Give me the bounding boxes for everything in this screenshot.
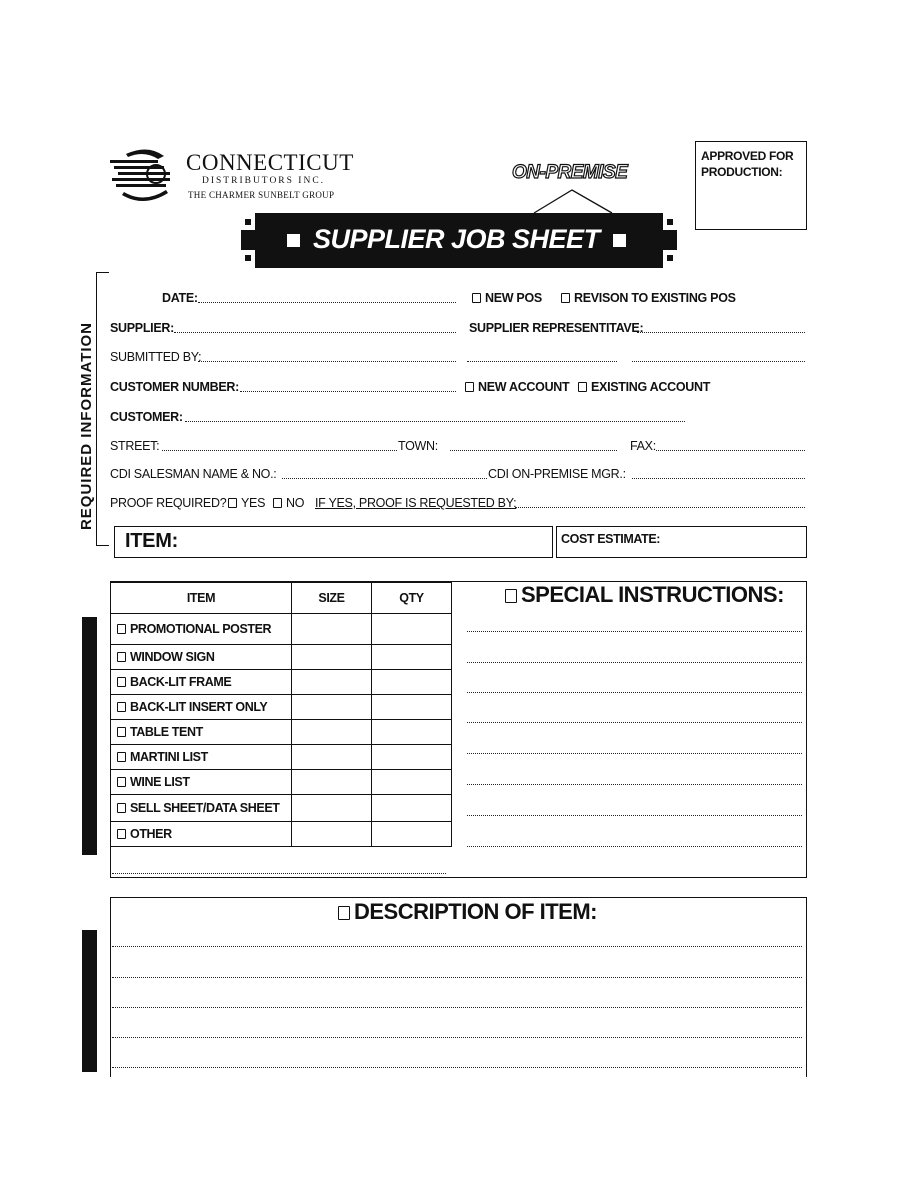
item-label: PROMOTIONAL POSTER — [130, 622, 272, 636]
banner-right-tick-top — [667, 219, 673, 225]
new-account-label: NEW ACCOUNT — [478, 380, 570, 394]
proof-no-checkbox[interactable] — [273, 498, 282, 508]
town-field[interactable] — [450, 450, 617, 451]
size-cell[interactable] — [292, 795, 372, 822]
qty-cell[interactable] — [372, 745, 452, 770]
special-instructions-line[interactable] — [467, 631, 802, 632]
new-pos-label: NEW POS — [485, 291, 542, 305]
fax-field[interactable] — [656, 450, 805, 451]
submitted-by-field[interactable] — [198, 361, 456, 362]
revision-option[interactable] — [561, 291, 736, 305]
item-label: SELL SHEET/DATA SHEET — [130, 801, 280, 815]
header-size: SIZE — [292, 583, 372, 614]
table-row[interactable] — [111, 795, 452, 822]
town-label: TOWN: — [398, 439, 438, 453]
cost-estimate-box[interactable] — [556, 526, 807, 558]
title-square-right-icon — [613, 234, 626, 247]
table-row[interactable] — [111, 720, 452, 745]
approved-for-production-box[interactable] — [695, 141, 807, 230]
item-checkbox[interactable] — [117, 677, 126, 687]
qty-cell[interactable] — [372, 645, 452, 670]
approved-label-line1: APPROVED FOR — [701, 149, 794, 163]
qty-cell[interactable] — [372, 695, 452, 720]
special-instructions-title — [505, 582, 784, 608]
item-cell[interactable] — [111, 770, 292, 795]
banner-left-tick-top — [245, 219, 251, 225]
onpremise-mgr-field[interactable] — [632, 478, 805, 479]
size-cell[interactable] — [292, 645, 372, 670]
special-instructions-checkbox[interactable] — [505, 589, 517, 603]
size-cell[interactable] — [292, 614, 372, 645]
size-cell[interactable] — [292, 822, 372, 847]
item-label: OTHER — [130, 827, 172, 841]
date-field[interactable] — [198, 302, 456, 303]
salesman-label: CDI SALESMAN NAME & NO.: — [110, 467, 277, 481]
item-cell[interactable] — [111, 745, 292, 770]
description-line[interactable] — [112, 1007, 802, 1008]
item-label: MARTINI LIST — [130, 750, 208, 764]
item-cell[interactable] — [111, 695, 292, 720]
cost-estimate-label: COST ESTIMATE: — [561, 532, 661, 546]
qty-cell[interactable] — [372, 795, 452, 822]
description-line[interactable] — [112, 946, 802, 947]
proof-yes-checkbox[interactable] — [228, 498, 237, 508]
description-title — [338, 899, 597, 925]
header-item: ITEM — [111, 583, 292, 614]
left-marker-bar-2 — [82, 930, 97, 1072]
logo-swoosh-icon — [108, 146, 188, 204]
badge-connector — [522, 186, 642, 216]
item-label: BACK-LIT FRAME — [130, 675, 232, 689]
item-cell[interactable] — [111, 670, 292, 695]
item-cell[interactable] — [111, 720, 292, 745]
proof-by-field[interactable] — [515, 507, 805, 508]
banner-left-tick-bottom — [245, 255, 251, 261]
banner-left-notch — [241, 230, 255, 250]
other-item-field[interactable] — [112, 873, 446, 874]
revision-checkbox[interactable] — [561, 293, 570, 303]
left-marker-bar-1 — [82, 617, 97, 855]
table-row[interactable] — [111, 822, 452, 847]
submitted-by-field-3[interactable] — [632, 361, 805, 362]
logo-name: CONNECTICUT — [186, 150, 354, 175]
special-instructions-line[interactable] — [467, 815, 802, 816]
table-row[interactable] — [111, 645, 452, 670]
size-cell[interactable] — [292, 745, 372, 770]
item-cell[interactable] — [111, 822, 292, 847]
item-checkbox[interactable] — [117, 829, 126, 839]
description-line[interactable] — [112, 977, 802, 978]
qty-cell[interactable] — [372, 720, 452, 745]
proof-no-option[interactable] — [273, 496, 304, 510]
required-info-label: REQUIRED INFORMATION — [78, 298, 96, 554]
submitted-by-label: SUBMITTED BY: — [110, 350, 202, 364]
description-label: DESCRIPTION OF ITEM: — [354, 899, 597, 924]
special-instructions-line[interactable] — [467, 662, 802, 663]
special-instructions-label: SPECIAL INSTRUCTIONS: — [521, 582, 784, 607]
fax-label: FAX: — [630, 439, 656, 453]
proof-no-label: NO — [286, 496, 305, 510]
salesman-field[interactable] — [282, 478, 487, 479]
qty-cell[interactable] — [372, 670, 452, 695]
description-line[interactable] — [112, 1037, 802, 1038]
header-qty: QTY — [372, 583, 452, 614]
description-checkbox[interactable] — [338, 906, 350, 920]
item-checkbox[interactable] — [117, 652, 126, 662]
supplier-label: SUPPLIER: — [110, 321, 174, 335]
on-premise-badge: ON-PREMISE — [512, 162, 628, 183]
logo-subname: DISTRIBUTORS INC. — [202, 176, 326, 186]
table-row[interactable] — [111, 670, 452, 695]
size-cell[interactable] — [292, 720, 372, 745]
existing-account-checkbox[interactable] — [578, 382, 587, 392]
special-instructions-line[interactable] — [467, 692, 802, 693]
size-cell[interactable] — [292, 695, 372, 720]
item-label: TABLE TENT — [130, 725, 203, 739]
description-line[interactable] — [112, 1067, 802, 1068]
item-label: WINDOW SIGN — [130, 650, 215, 664]
items-table-header-row — [111, 583, 452, 614]
item-box[interactable] — [114, 526, 553, 558]
special-instructions-line[interactable] — [467, 753, 802, 754]
item-checkbox[interactable] — [117, 752, 126, 762]
company-logo — [108, 146, 358, 206]
page-title: SUPPLIER JOB SHEET — [313, 224, 600, 254]
size-cell[interactable] — [292, 770, 372, 795]
customer-number-label: CUSTOMER NUMBER: — [110, 380, 239, 394]
title-banner — [255, 213, 663, 268]
logo-group: THE CHARMER SUNBELT GROUP — [188, 190, 335, 200]
new-pos-option[interactable] — [472, 291, 542, 305]
item-cell[interactable] — [111, 645, 292, 670]
qty-cell[interactable] — [372, 614, 452, 645]
item-cell[interactable] — [111, 614, 292, 645]
banner-right-notch — [663, 230, 677, 250]
customer-field[interactable] — [185, 421, 685, 422]
proof-yes-label: YES — [241, 496, 266, 510]
required-info-bracket — [96, 272, 109, 546]
items-table — [110, 582, 452, 847]
qty-cell[interactable] — [372, 822, 452, 847]
street-field[interactable] — [162, 450, 397, 451]
title-square-left-icon — [287, 234, 300, 247]
new-account-option[interactable] — [465, 380, 569, 394]
onpremise-mgr-label: CDI ON-PREMISE MGR.: — [488, 467, 626, 481]
table-row[interactable] — [111, 695, 452, 720]
size-cell[interactable] — [292, 670, 372, 695]
new-account-checkbox[interactable] — [465, 382, 474, 392]
submitted-by-field-2[interactable] — [467, 361, 617, 362]
date-label: DATE: — [162, 291, 198, 305]
customer-label: CUSTOMER: — [110, 410, 183, 424]
street-label: STREET: — [110, 439, 160, 453]
customer-number-field[interactable] — [240, 391, 456, 392]
banner-right-tick-bottom — [667, 255, 673, 261]
table-row[interactable] — [111, 745, 452, 770]
special-instructions-line[interactable] — [467, 846, 802, 847]
item-checkbox[interactable] — [117, 624, 126, 634]
proof-by-label: IF YES, PROOF IS REQUESTED BY: — [315, 496, 517, 510]
item-label: BACK-LIT INSERT ONLY — [130, 700, 268, 714]
item-checkbox[interactable] — [117, 702, 126, 712]
item-checkbox[interactable] — [117, 777, 126, 787]
special-instructions-line[interactable] — [467, 784, 802, 785]
item-cell[interactable] — [111, 795, 292, 822]
approved-label-line2: PRODUCTION: — [701, 165, 783, 179]
supplier-rep-label: SUPPLIER REPRESENTITAVE: — [469, 321, 644, 335]
item-checkbox[interactable] — [117, 727, 126, 737]
item-checkbox[interactable] — [117, 803, 126, 813]
proof-required-label: PROOF REQUIRED? — [110, 496, 227, 510]
new-pos-checkbox[interactable] — [472, 293, 481, 303]
revision-label: REVISON TO EXISTING POS — [574, 291, 736, 305]
table-row[interactable] — [111, 614, 452, 645]
special-instructions-line[interactable] — [467, 722, 802, 723]
proof-yes-option[interactable] — [228, 496, 265, 510]
supplier-rep-field[interactable] — [637, 332, 805, 333]
item-label: WINE LIST — [130, 775, 190, 789]
existing-account-label: EXISTING ACCOUNT — [591, 380, 711, 394]
item-label: ITEM: — [125, 530, 178, 552]
existing-account-option[interactable] — [578, 380, 710, 394]
table-row[interactable] — [111, 770, 452, 795]
qty-cell[interactable] — [372, 770, 452, 795]
supplier-field[interactable] — [174, 332, 456, 333]
